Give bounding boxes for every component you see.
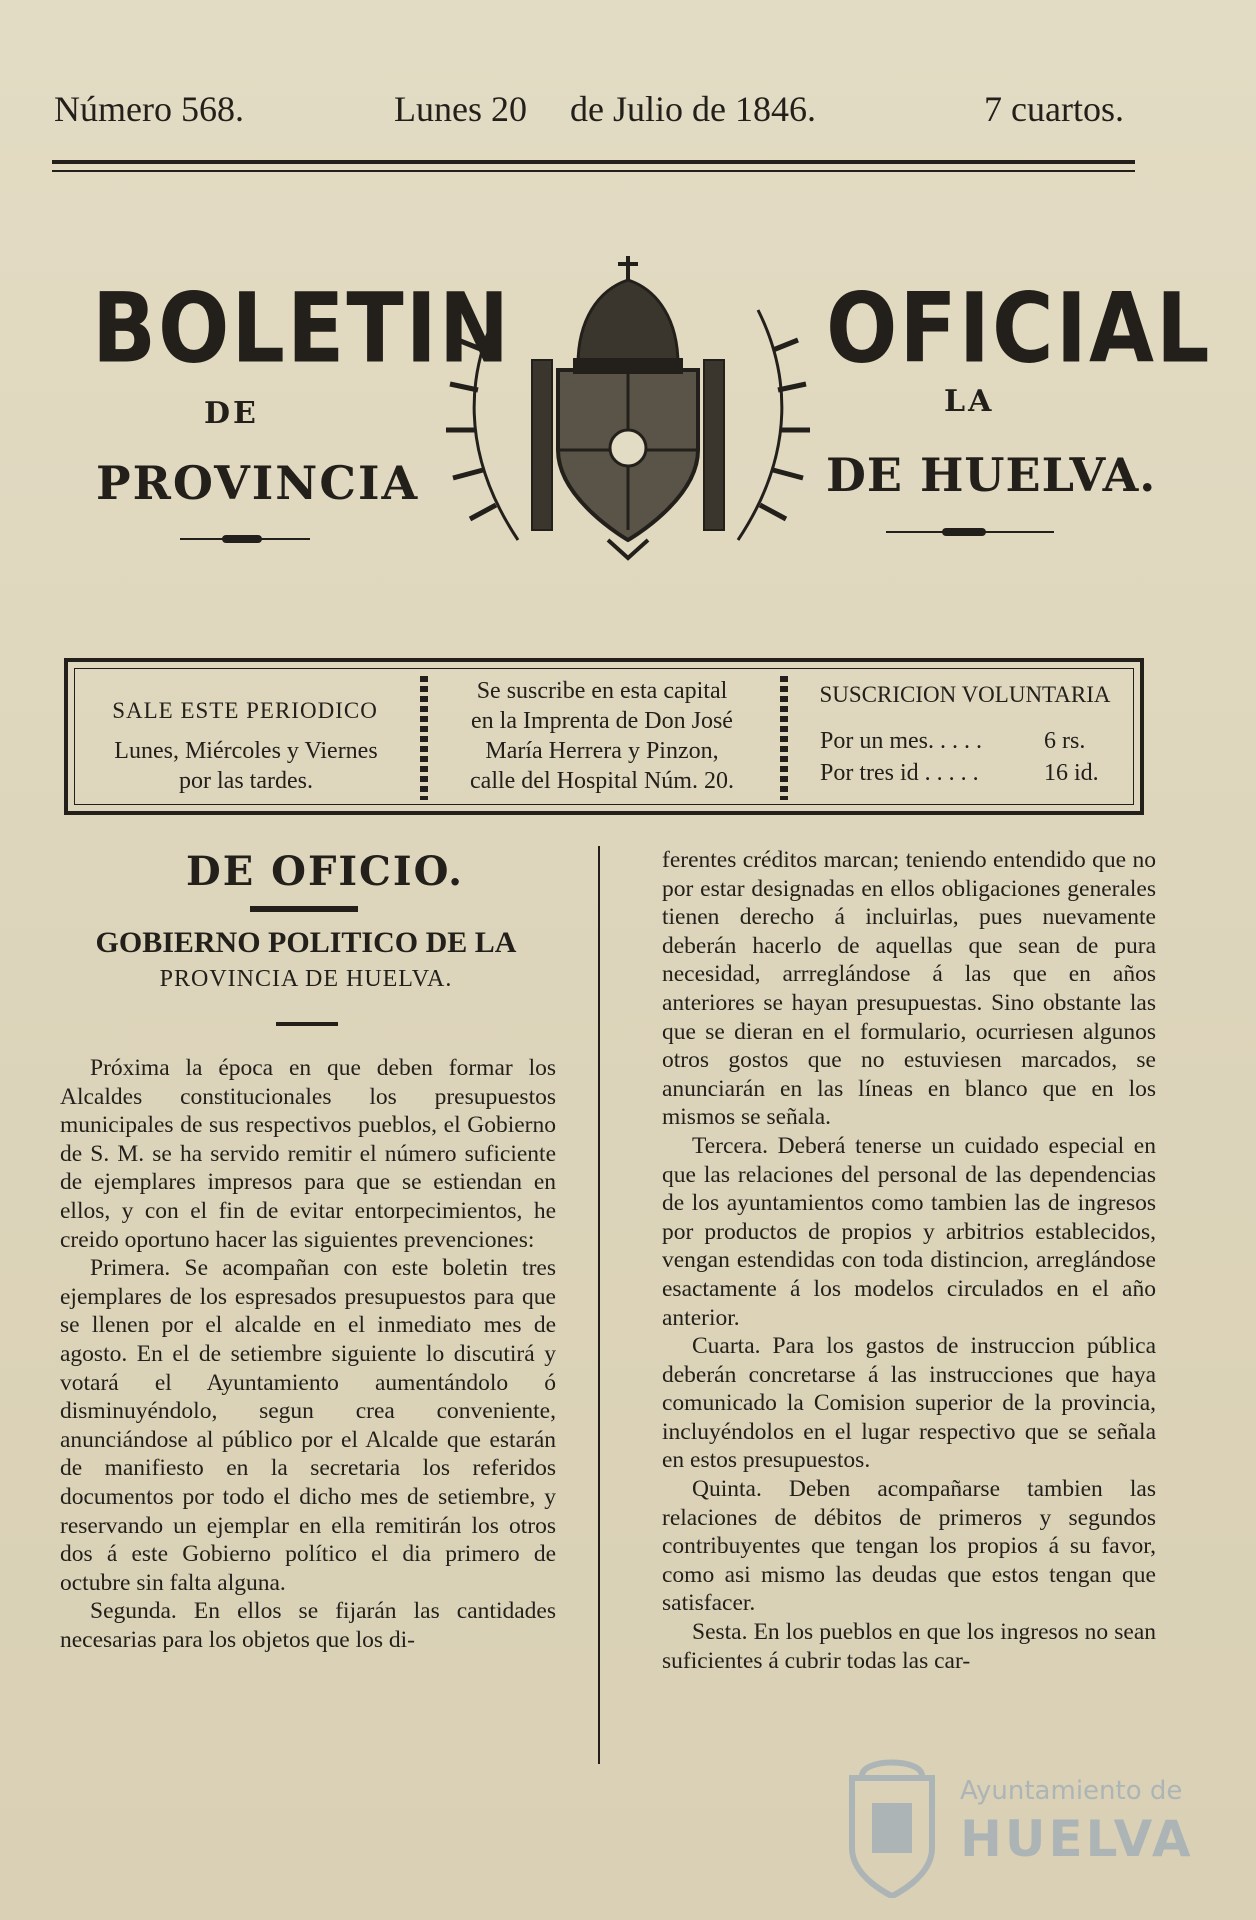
- ayuntamiento-watermark: [842, 1748, 1194, 1898]
- masthead-huelva: DE HUELVA.: [826, 448, 1157, 502]
- masthead-oficial: OFICIAL: [826, 272, 1212, 385]
- section-title: DE OFICIO.: [186, 848, 465, 895]
- price-month-value: 6 rs.: [1044, 728, 1086, 754]
- header-rule-thin: [52, 170, 1135, 172]
- schedule-time: por las tardes.: [179, 768, 313, 794]
- subscription-info-box: [64, 658, 1144, 815]
- masthead-boletin: BOLETIN: [92, 272, 512, 385]
- section-rule: [250, 906, 358, 912]
- schedule-days: Lunes, Miércoles y Viernes: [114, 738, 378, 764]
- subscribe-line-2: en la Imprenta de Don José: [471, 708, 733, 734]
- paragraph-quinta: Quinta. Deben acompañarse tambien las relaciones de débitos de primeros y segundos contribuyentes que tengan los propios á su favor, como asi mismo las deudas que estos tengan que satisfacer.: [662, 1476, 1156, 1617]
- masthead-la: LA: [944, 384, 995, 419]
- left-column: [60, 1054, 556, 1654]
- ornament-dot-left: [222, 535, 262, 543]
- issue-date: de Julio de 1846.: [570, 89, 816, 129]
- paragraph-primera: Primera. Se acompañan con este boletin tres ejemplares de los espresados presupuestos para que se llenen por el alcalde en el inmediato mes de agosto. En el de setiembre siguiente lo discutirá y votará el Ayuntamiento aumentándolo ó disminuyéndolo, segun crea conveniente, anunciándose al público por el Alcalde que estarán de manifiesto en la secretaria los referidos documentos por todo el dicho mes de setiembre, y reservando un ejemplar en ella remitirán los otros dos á este Gobierno político el dia primero de octubre sin falta alguna.: [60, 1255, 556, 1596]
- office-subtitle: PROVINCIA DE HUELVA.: [159, 966, 453, 992]
- paragraph-segunda: Segunda. En ellos se fijarán las cantidades necesarias para los objetos que los di-: [60, 1598, 556, 1653]
- price-three-value: 16 id.: [1044, 760, 1099, 786]
- masthead-de: DE: [204, 396, 259, 431]
- column-separator: [598, 846, 600, 1764]
- issue-date-day: Lunes 20: [394, 89, 527, 129]
- paragraph-cuarta: Cuarta. Para los gastos de instruccion pública deberán concretarse á las instrucciones que haya comunicado la Comision superior de la provincia, incluyéndolos en el lugar respectivo que se señala en estos presupuestos.: [662, 1333, 1156, 1474]
- subscribe-line-3: María Herrera y Pinzon,: [485, 738, 719, 764]
- paragraph-tercera: Tercera. Deberá tenerse un cuidado especial en que las relaciones del personal de las dependencias de los ayuntamientos como tambien las de ingresos por productos de propios y arbitrios establecidos, vengan estendidas con toda distincion, arreglándose esactamente á los modelos circulados en el año anterior.: [662, 1132, 1156, 1331]
- price-three-label: Por tres id . . . . .: [820, 760, 979, 786]
- right-column: [662, 846, 1156, 1675]
- schedule-title: SALE ESTE PERIODICO: [112, 698, 378, 723]
- paragraph-intro: Próxima la época en que deben formar los Alcaldes constitucionales los presupuestos municipales de sus respectivos pueblos, el Gobierno de S. M. se ha servido remitir el número suficiente de ejemplares impresos para que se estiendan en ellos, y con el fin de evitar entorpecimientos, he creido oportuno hacer las siguientes prevenciones:: [60, 1055, 556, 1253]
- masthead-provincia: PROVINCIA: [96, 456, 420, 510]
- subscribe-line-1: Se suscribe en esta capital: [476, 678, 728, 704]
- header-rule-thick: [52, 160, 1135, 164]
- watermark-line-2: HUELVA: [960, 1810, 1194, 1868]
- voluntary-subscription-title: SUSCRICION VOLUNTARIA: [819, 682, 1111, 707]
- ornament-dot-right: [942, 528, 986, 536]
- office-title: GOBIERNO POLITICO DE LA: [95, 926, 517, 959]
- price-month-label: Por un mes. . . . .: [820, 728, 982, 754]
- issue-number: Número 568.: [54, 89, 244, 129]
- info-divider-left: [420, 676, 428, 800]
- info-divider-right: [780, 676, 788, 800]
- issue-header: [50, 88, 1140, 148]
- office-rule: [276, 1022, 338, 1026]
- watermark-line-1: Ayuntamiento de: [960, 1776, 1183, 1806]
- huelva-crest-icon: [842, 1748, 942, 1898]
- issue-price: 7 cuartos.: [984, 89, 1124, 129]
- subscribe-line-4: calle del Hospital Núm. 20.: [470, 768, 734, 794]
- paragraph-sesta: Sesta. En los pueblos en que los ingresos no sean suficientes á cubrir todas las car-: [662, 1619, 1156, 1674]
- coat-of-arms-icon: [428, 250, 828, 570]
- paragraph-continuation: ferentes créditos marcan; teniendo entendido que no por estar designadas en ellos obligaciones generales tienen derecho á incluirlas, pues nuevamente deberán hacerlo de aquellas que sean de pura necesidad, arrreglándose á las que en años anteriores se hayan presupuestas. Sino obstante las que se dieran en el formulario, ocurriesen algunos otros gostos que no estuviesen marcados, se anunciarán en las líneas en blanco que en los mismos se señala.: [662, 847, 1156, 1131]
